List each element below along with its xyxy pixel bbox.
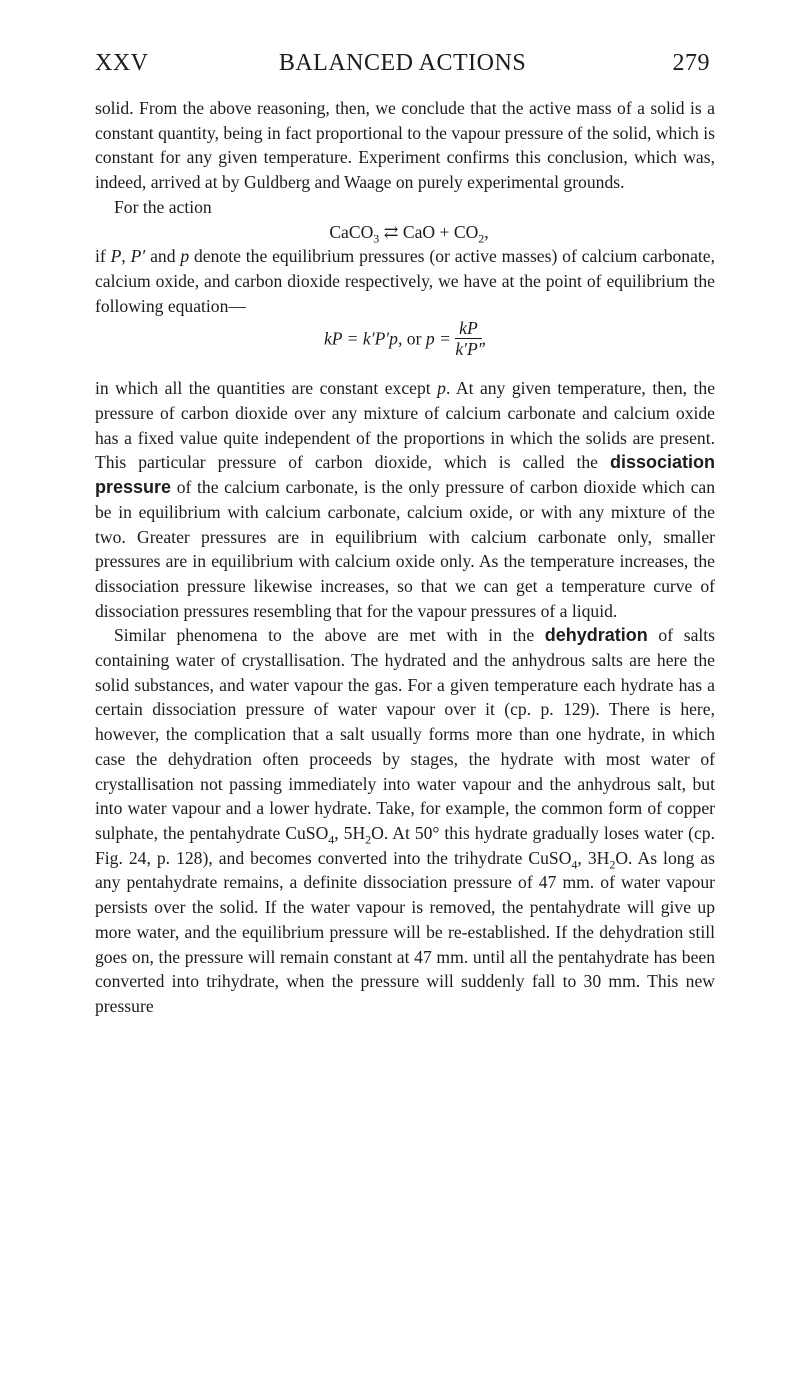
term-dissociation-pressure: dissociation pressure bbox=[95, 452, 715, 498]
equation-calcium-carbonate: CaCO$_3$ ⇄ CaO + $CO_2$, bbox=[329, 221, 489, 246]
paragraph-for-the-action: For the action bbox=[114, 196, 212, 217]
running-header bbox=[95, 50, 710, 84]
paragraph-continuation: solid. From the above reasoning, then, we conclude that the active mass of a solid is a constant quantity, being in fact proportional to the vapour pressure of the solid, which is constant for any given temperature. Experiment confirms this conclusion, which was, indeed, arrived at by Guldberg and Waage on purely experimental grounds. bbox=[95, 98, 715, 193]
paragraph-dehydration: Similar phenomena to the above are met with in the dehydration of salts containing water of crystallisation. The hydrated and the anhydrous salts are here the solid substances, and water vapour the gas. For a given temperature each hydrate has a certain dissociation pressure of water vapour over it (cp. p. 129). There is here, however, the complication that a salt usually forms more than one hydrate, in which case the dehydration often proceeds by stages, the hydrate with most water of crystallisation not passing immediately into water vapour and the anhydrous salt, but into water vapour and a lower hydrate. Take, for example, the common form of copper sulphate, the pentahydrate CuSO$_4$, $5H_2O$. At 50° this hydrate gradually loses water (cp. Fig. 24, p. 128), and becomes converted into the trihydrate CuSO$_4$, $3H_2O$. As long as any pentahydrate remains, a definite dissociation pressure of 47 mm. of water vapour persists over the solid. If the water vapour is removed, the pentahydrate will give up more water, and the equilibrium pressure will be re-established. If the dehydration still goes on, the pressure will remain constant at 47 mm. until all the pentahydrate has been converted into trihydrate, when the pressure will suddenly fall to 30 mm. This new pressure bbox=[95, 625, 716, 1016]
page-body bbox=[95, 96, 715, 1019]
paragraph-dissociation-pressure: in which all the quantities are constant except p. At any given temperature, then, the pressure of carbon dioxide over any mixture of calcium carbonate and calcium oxide has a fixed value quite independent of the proportions in which the solids are present. This particular pressure of carbon dioxide, which is called the dissociation pressure of the calcium carbonate, is the only pressure of carbon dioxide which can be in equilibrium with calcium carbonate, calcium oxide, or with any mixture of the two. Greater pressures are in equilibrium with calcium carbonate only, smaller pressures are in equilibrium with calcium oxide only. As the temperature increases, the dissociation pressure likewise increases, so that we can get a temperature curve of dissociation pressures resembling that for the vapour pressures of a liquid. bbox=[95, 378, 715, 621]
paragraph-pressures-definition: if P, P′ and p denote the equilibrium pressures (or active masses) of calcium carbonate, calcium oxide, and carbon dioxide respectively, we have at the point of equilibrium the following equation— bbox=[95, 246, 715, 316]
chapter-number: XXV bbox=[95, 50, 149, 76]
fraction: $\frac{kP}{k'P'}$ bbox=[455, 318, 482, 360]
running-title: BALANCED ACTIONS bbox=[278, 50, 527, 76]
equation-equilibrium: kP = k′P′p, or p = $\frac{kP}{k'P'}$ , bbox=[324, 318, 486, 360]
term-dehydration: dehydration bbox=[544, 625, 648, 646]
page-number: 279 bbox=[672, 50, 710, 76]
